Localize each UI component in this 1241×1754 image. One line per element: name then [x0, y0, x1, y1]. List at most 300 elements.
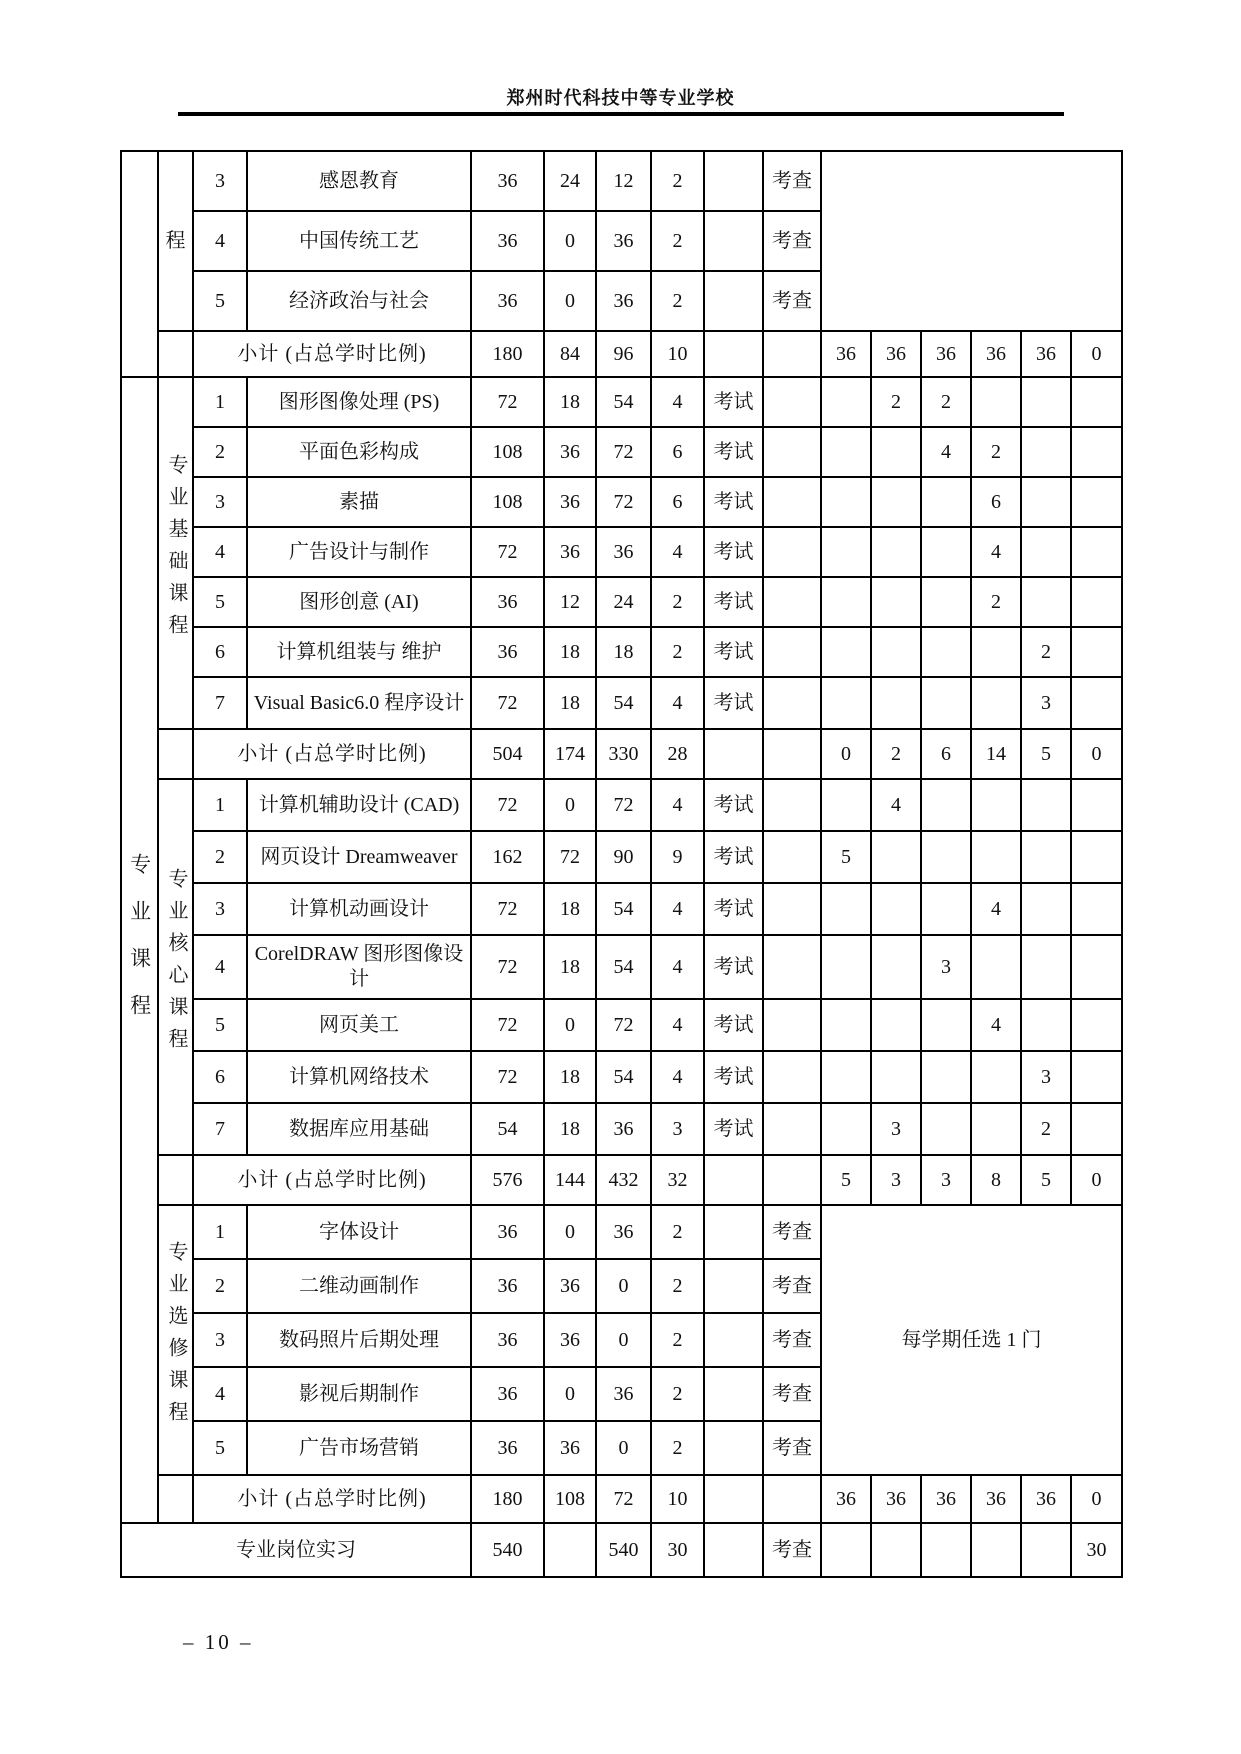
cell-course-name: 计算机动画设计	[247, 883, 471, 935]
cell-total-hours: 108	[471, 427, 544, 477]
cell-semester-5: 2	[1021, 627, 1071, 677]
cell-subtotal-semester-6: 0	[1071, 729, 1122, 779]
cell-total-hours: 72	[471, 377, 544, 427]
cell-theory-hours: 0	[544, 779, 596, 831]
cell-semester-6	[1071, 527, 1122, 577]
cell-credits: 4	[651, 527, 704, 577]
cell-exam	[704, 1367, 763, 1421]
cell-semester-6	[1071, 427, 1122, 477]
cell-semester-6	[1071, 883, 1122, 935]
cell-credits: 6	[651, 477, 704, 527]
cell-check	[763, 999, 821, 1051]
cell-course-name: 计算机网络技术	[247, 1051, 471, 1103]
cell-check	[763, 377, 821, 427]
cell-practice-hours: 54	[596, 1051, 651, 1103]
cell-semester-4: 4	[971, 527, 1021, 577]
cell-total-hours: 36	[471, 577, 544, 627]
cell-semester-2	[871, 427, 921, 477]
cell-subtotal-theory: 174	[544, 729, 596, 779]
cell-semester-block-empty	[821, 151, 1122, 331]
cell-semester-5	[1021, 427, 1071, 477]
cell-subtotal-total: 576	[471, 1155, 544, 1205]
cell-credits: 4	[651, 779, 704, 831]
curriculum-table	[120, 150, 1123, 1578]
cell-credits: 3	[651, 1103, 704, 1155]
cell-practice-hours: 90	[596, 831, 651, 883]
cell-total-hours: 72	[471, 527, 544, 577]
cell-course-no: 5	[193, 271, 247, 331]
cell-internship-check: 考查	[763, 1523, 821, 1577]
cell-theory-hours: 0	[544, 1367, 596, 1421]
cell-course-no: 7	[193, 1103, 247, 1155]
cell-practice-hours: 54	[596, 883, 651, 935]
cell-exam	[704, 1259, 763, 1313]
cell-check	[763, 627, 821, 677]
cell-subtotal-semester-1: 36	[821, 331, 871, 377]
cell-semester-2	[871, 477, 921, 527]
cell-credits: 2	[651, 1421, 704, 1475]
table-row	[121, 1103, 1122, 1155]
cell-practice-hours: 24	[596, 577, 651, 627]
cell-total-hours: 54	[471, 1103, 544, 1155]
cell-credits: 2	[651, 1205, 704, 1259]
cell-check	[763, 883, 821, 935]
cell-group-label-elective: 专业选修课程	[158, 1205, 193, 1475]
cell-subtotal-total: 180	[471, 1475, 544, 1523]
cell-credits: 6	[651, 427, 704, 477]
cell-subtotal-credits: 10	[651, 331, 704, 377]
cell-course-no: 3	[193, 151, 247, 211]
cell-practice-hours: 36	[596, 1103, 651, 1155]
cell-course-no: 5	[193, 999, 247, 1051]
cell-semester-3	[921, 627, 971, 677]
cell-course-no: 3	[193, 1313, 247, 1367]
cell-practice-hours: 72	[596, 477, 651, 527]
cell-subtotal-semester-5: 36	[1021, 331, 1071, 377]
cell-subtotal-semester-6: 0	[1071, 1155, 1122, 1205]
cell-course-no: 4	[193, 527, 247, 577]
cell-internship-theory	[544, 1523, 596, 1577]
cell-semester-6	[1071, 627, 1122, 677]
cell-course-no: 3	[193, 883, 247, 935]
cell-subtotal-practice: 330	[596, 729, 651, 779]
cell-credits: 2	[651, 1313, 704, 1367]
cell-exam: 考试	[704, 779, 763, 831]
cell-theory-hours: 0	[544, 271, 596, 331]
cell-semester-4	[971, 627, 1021, 677]
cell-theory-hours: 36	[544, 477, 596, 527]
cell-credits: 2	[651, 271, 704, 331]
cell-internship-semester-4	[971, 1523, 1021, 1577]
cell-exam: 考试	[704, 527, 763, 577]
cell-semester-5	[1021, 831, 1071, 883]
cell-semester-6	[1071, 1103, 1122, 1155]
cell-subtotal-semester-2: 2	[871, 729, 921, 779]
table-row	[121, 1523, 1122, 1577]
cell-semester-3	[921, 677, 971, 729]
cell-exam-empty	[704, 729, 763, 779]
cell-practice-hours: 54	[596, 677, 651, 729]
cell-total-hours: 36	[471, 211, 544, 271]
cell-subtotal-semester-4: 8	[971, 1155, 1021, 1205]
cell-semester-5	[1021, 377, 1071, 427]
cell-course-name: 感恩教育	[247, 151, 471, 211]
document-title: 郑州时代科技中等专业学校	[506, 88, 735, 108]
cell-theory-hours: 18	[544, 1103, 596, 1155]
cell-semester-2	[871, 677, 921, 729]
cell-exam	[704, 1421, 763, 1475]
cell-subtotal-label: 小计 (占总学时比例)	[193, 729, 471, 779]
cell-check: 考查	[763, 1205, 821, 1259]
cell-semester-3	[921, 577, 971, 627]
table-row	[121, 1051, 1122, 1103]
cell-check: 考查	[763, 271, 821, 331]
cell-theory-hours: 36	[544, 527, 596, 577]
cell-check-empty	[763, 331, 821, 377]
cell-exam: 考试	[704, 427, 763, 477]
cell-subtotal-practice: 432	[596, 1155, 651, 1205]
cell-semester-4	[971, 935, 1021, 999]
cell-credits: 4	[651, 883, 704, 935]
cell-check-empty	[763, 729, 821, 779]
table-row	[121, 883, 1122, 935]
cell-theory-hours: 0	[544, 1205, 596, 1259]
cell-semester-4	[971, 831, 1021, 883]
cell-semester-1	[821, 779, 871, 831]
cell-theory-hours: 36	[544, 427, 596, 477]
cell-total-hours: 108	[471, 477, 544, 527]
cell-internship-semester-3	[921, 1523, 971, 1577]
cell-subtotal-semester-2: 36	[871, 331, 921, 377]
cell-subgroup-spacer	[158, 1475, 193, 1523]
cell-subtotal-semester-5: 5	[1021, 729, 1071, 779]
cell-subtotal-semester-4: 14	[971, 729, 1021, 779]
cell-course-no: 1	[193, 1205, 247, 1259]
cell-course-name: 字体设计	[247, 1205, 471, 1259]
cell-course-name: 中国传统工艺	[247, 211, 471, 271]
cell-group-label-tail: 程	[158, 151, 193, 331]
cell-semester-1	[821, 677, 871, 729]
table-row	[121, 377, 1122, 427]
cell-course-name: Visual Basic6.0 程序设计	[247, 677, 471, 729]
cell-theory-hours: 12	[544, 577, 596, 627]
cell-check: 考查	[763, 211, 821, 271]
cell-exam-empty	[704, 1475, 763, 1523]
cell-internship-exam	[704, 1523, 763, 1577]
cell-practice-hours: 72	[596, 779, 651, 831]
cell-practice-hours: 54	[596, 935, 651, 999]
cell-practice-hours: 12	[596, 151, 651, 211]
cell-semester-4: 2	[971, 427, 1021, 477]
cell-subtotal-theory: 84	[544, 331, 596, 377]
cell-practice-hours: 18	[596, 627, 651, 677]
cell-semester-2	[871, 577, 921, 627]
cell-credits: 9	[651, 831, 704, 883]
cell-check: 考查	[763, 1313, 821, 1367]
cell-credits: 2	[651, 151, 704, 211]
cell-semester-5	[1021, 779, 1071, 831]
cell-semester-1	[821, 883, 871, 935]
cell-credits: 2	[651, 577, 704, 627]
cell-subgroup-spacer	[158, 1155, 193, 1205]
cell-subtotal-semester-2: 3	[871, 1155, 921, 1205]
cell-semester-4	[971, 1051, 1021, 1103]
cell-semester-2	[871, 935, 921, 999]
cell-semester-3	[921, 477, 971, 527]
cell-semester-5	[1021, 527, 1071, 577]
cell-subtotal-semester-1: 36	[821, 1475, 871, 1523]
cell-course-no: 1	[193, 377, 247, 427]
cell-exam: 考试	[704, 377, 763, 427]
cell-course-name: 素描	[247, 477, 471, 527]
cell-check	[763, 935, 821, 999]
cell-internship-name: 专业岗位实习	[121, 1523, 471, 1577]
cell-semester-1	[821, 935, 871, 999]
cell-theory-hours: 36	[544, 1313, 596, 1367]
cell-check	[763, 527, 821, 577]
cell-semester-2	[871, 883, 921, 935]
cell-subtotal-semester-6: 0	[1071, 1475, 1122, 1523]
table-row	[121, 577, 1122, 627]
cell-subtotal-credits: 28	[651, 729, 704, 779]
cell-semester-6	[1071, 377, 1122, 427]
cell-exam	[704, 1205, 763, 1259]
cell-semester-4: 6	[971, 477, 1021, 527]
cell-subtotal-credits: 32	[651, 1155, 704, 1205]
page-number: – 10 –	[183, 1630, 254, 1654]
cell-semester-2	[871, 1051, 921, 1103]
cell-internship-semester-2	[871, 1523, 921, 1577]
table-row	[121, 627, 1122, 677]
cell-course-name: 计算机组装与 维护	[247, 627, 471, 677]
title-divider-rule	[178, 112, 1064, 116]
cell-semester-3	[921, 831, 971, 883]
cell-total-hours: 36	[471, 271, 544, 331]
cell-semester-6	[1071, 477, 1122, 527]
cell-semester-4	[971, 377, 1021, 427]
cell-course-no: 2	[193, 1259, 247, 1313]
table-row	[121, 427, 1122, 477]
cell-subtotal-semester-3: 36	[921, 331, 971, 377]
cell-total-hours: 72	[471, 677, 544, 729]
cell-semester-2: 3	[871, 1103, 921, 1155]
cell-semester-5	[1021, 577, 1071, 627]
cell-course-name: 广告设计与制作	[247, 527, 471, 577]
cell-theory-hours: 36	[544, 1259, 596, 1313]
cell-semester-4	[971, 1103, 1021, 1155]
cell-exam: 考试	[704, 477, 763, 527]
cell-exam: 考试	[704, 1051, 763, 1103]
cell-credits: 4	[651, 377, 704, 427]
cell-internship-practice: 540	[596, 1523, 651, 1577]
cell-semester-1	[821, 1103, 871, 1155]
cell-course-name: 图形图像处理 (PS)	[247, 377, 471, 427]
cell-exam-empty	[704, 331, 763, 377]
cell-course-no: 2	[193, 831, 247, 883]
cell-semester-6	[1071, 577, 1122, 627]
cell-theory-hours: 18	[544, 677, 596, 729]
cell-exam: 考试	[704, 1103, 763, 1155]
cell-course-name: 广告市场营销	[247, 1421, 471, 1475]
cell-subtotal-semester-2: 36	[871, 1475, 921, 1523]
cell-subtotal-theory: 108	[544, 1475, 596, 1523]
cell-check	[763, 1051, 821, 1103]
cell-semester-6	[1071, 831, 1122, 883]
cell-semester-5: 3	[1021, 1051, 1071, 1103]
cell-practice-hours: 36	[596, 1205, 651, 1259]
table-row	[121, 729, 1122, 779]
cell-semester-6	[1071, 779, 1122, 831]
table-row	[121, 477, 1122, 527]
cell-subtotal-theory: 144	[544, 1155, 596, 1205]
cell-semester-6	[1071, 935, 1122, 999]
cell-semester-3	[921, 999, 971, 1051]
cell-course-name: 计算机辅助设计 (CAD)	[247, 779, 471, 831]
cell-subtotal-semester-1: 5	[821, 1155, 871, 1205]
cell-semester-3	[921, 527, 971, 577]
cell-internship-semester-5	[1021, 1523, 1071, 1577]
cell-course-no: 4	[193, 211, 247, 271]
cell-semester-5	[1021, 935, 1071, 999]
cell-subtotal-practice: 72	[596, 1475, 651, 1523]
cell-semester-1	[821, 999, 871, 1051]
cell-exam: 考试	[704, 831, 763, 883]
cell-semester-3: 3	[921, 935, 971, 999]
cell-semester-2	[871, 831, 921, 883]
cell-semester-2	[871, 627, 921, 677]
cell-semester-4: 2	[971, 577, 1021, 627]
cell-practice-hours: 0	[596, 1421, 651, 1475]
cell-total-hours: 36	[471, 1367, 544, 1421]
cell-subgroup-spacer	[158, 729, 193, 779]
cell-subtotal-semester-3: 3	[921, 1155, 971, 1205]
cell-semester-1	[821, 377, 871, 427]
cell-subtotal-semester-5: 36	[1021, 1475, 1071, 1523]
cell-check	[763, 779, 821, 831]
cell-exam	[704, 271, 763, 331]
cell-check: 考查	[763, 1421, 821, 1475]
cell-semester-6	[1071, 677, 1122, 729]
cell-semester-1	[821, 427, 871, 477]
cell-check	[763, 477, 821, 527]
cell-check	[763, 677, 821, 729]
cell-semester-2	[871, 999, 921, 1051]
cell-credits: 4	[651, 677, 704, 729]
cell-course-name: 图形创意 (AI)	[247, 577, 471, 627]
table-row	[121, 331, 1122, 377]
cell-practice-hours: 36	[596, 527, 651, 577]
cell-course-no: 6	[193, 1051, 247, 1103]
cell-course-no: 7	[193, 677, 247, 729]
cell-semester-3	[921, 1051, 971, 1103]
cell-check	[763, 427, 821, 477]
cell-semester-6	[1071, 999, 1122, 1051]
cell-theory-hours: 24	[544, 151, 596, 211]
cell-exam	[704, 1313, 763, 1367]
cell-internship-semester-6: 30	[1071, 1523, 1122, 1577]
cell-theory-hours: 0	[544, 211, 596, 271]
cell-practice-hours: 36	[596, 211, 651, 271]
cell-internship-semester-1	[821, 1523, 871, 1577]
cell-total-hours: 36	[471, 1313, 544, 1367]
cell-practice-hours: 36	[596, 1367, 651, 1421]
cell-semester-1	[821, 477, 871, 527]
cell-semester-5	[1021, 999, 1071, 1051]
cell-credits: 2	[651, 1367, 704, 1421]
cell-check	[763, 1103, 821, 1155]
cell-subtotal-semester-4: 36	[971, 1475, 1021, 1523]
cell-total-hours: 72	[471, 999, 544, 1051]
cell-subtotal-label: 小计 (占总学时比例)	[193, 1475, 471, 1523]
table-row	[121, 935, 1122, 999]
cell-course-name: 平面色彩构成	[247, 427, 471, 477]
cell-outer-group-spacer	[121, 151, 158, 377]
cell-practice-hours: 72	[596, 999, 651, 1051]
cell-total-hours: 72	[471, 1051, 544, 1103]
cell-subtotal-semester-3: 36	[921, 1475, 971, 1523]
cell-subtotal-label: 小计 (占总学时比例)	[193, 331, 471, 377]
cell-practice-hours: 0	[596, 1259, 651, 1313]
cell-semester-1	[821, 1051, 871, 1103]
cell-semester-3: 2	[921, 377, 971, 427]
cell-semester-2: 4	[871, 779, 921, 831]
cell-course-name: 数据库应用基础	[247, 1103, 471, 1155]
cell-subtotal-credits: 10	[651, 1475, 704, 1523]
cell-exam	[704, 211, 763, 271]
cell-theory-hours: 18	[544, 935, 596, 999]
cell-course-no: 2	[193, 427, 247, 477]
cell-check-empty	[763, 1155, 821, 1205]
cell-credits: 4	[651, 1051, 704, 1103]
table-row	[121, 527, 1122, 577]
cell-internship-total: 540	[471, 1523, 544, 1577]
cell-total-hours: 36	[471, 151, 544, 211]
cell-exam: 考试	[704, 935, 763, 999]
cell-semester-1	[821, 577, 871, 627]
cell-elective-note: 每学期任选 1 门	[821, 1205, 1122, 1475]
cell-semester-1	[821, 527, 871, 577]
cell-course-no: 1	[193, 779, 247, 831]
cell-semester-5: 2	[1021, 1103, 1071, 1155]
cell-internship-credits: 30	[651, 1523, 704, 1577]
cell-credits: 2	[651, 211, 704, 271]
cell-check: 考查	[763, 1367, 821, 1421]
table-row	[121, 1475, 1122, 1523]
cell-semester-1	[821, 627, 871, 677]
cell-group-label-core: 专业核心课程	[158, 779, 193, 1155]
cell-course-no: 4	[193, 935, 247, 999]
cell-total-hours: 162	[471, 831, 544, 883]
cell-theory-hours: 36	[544, 1421, 596, 1475]
cell-semester-2	[871, 527, 921, 577]
cell-theory-hours: 18	[544, 883, 596, 935]
cell-subtotal-total: 504	[471, 729, 544, 779]
cell-practice-hours: 0	[596, 1313, 651, 1367]
table-row	[121, 831, 1122, 883]
cell-course-name: CorelDRAW 图形图像设计	[247, 935, 471, 999]
table-row	[121, 1205, 1122, 1259]
cell-semester-4	[971, 677, 1021, 729]
cell-credits: 4	[651, 935, 704, 999]
cell-course-no: 5	[193, 577, 247, 627]
cell-total-hours: 72	[471, 883, 544, 935]
cell-outer-group-label: 专业课程	[121, 377, 158, 1523]
cell-subtotal-semester-1: 0	[821, 729, 871, 779]
cell-exam: 考试	[704, 883, 763, 935]
table-row	[121, 1155, 1122, 1205]
cell-course-no: 5	[193, 1421, 247, 1475]
table-row	[121, 999, 1122, 1051]
